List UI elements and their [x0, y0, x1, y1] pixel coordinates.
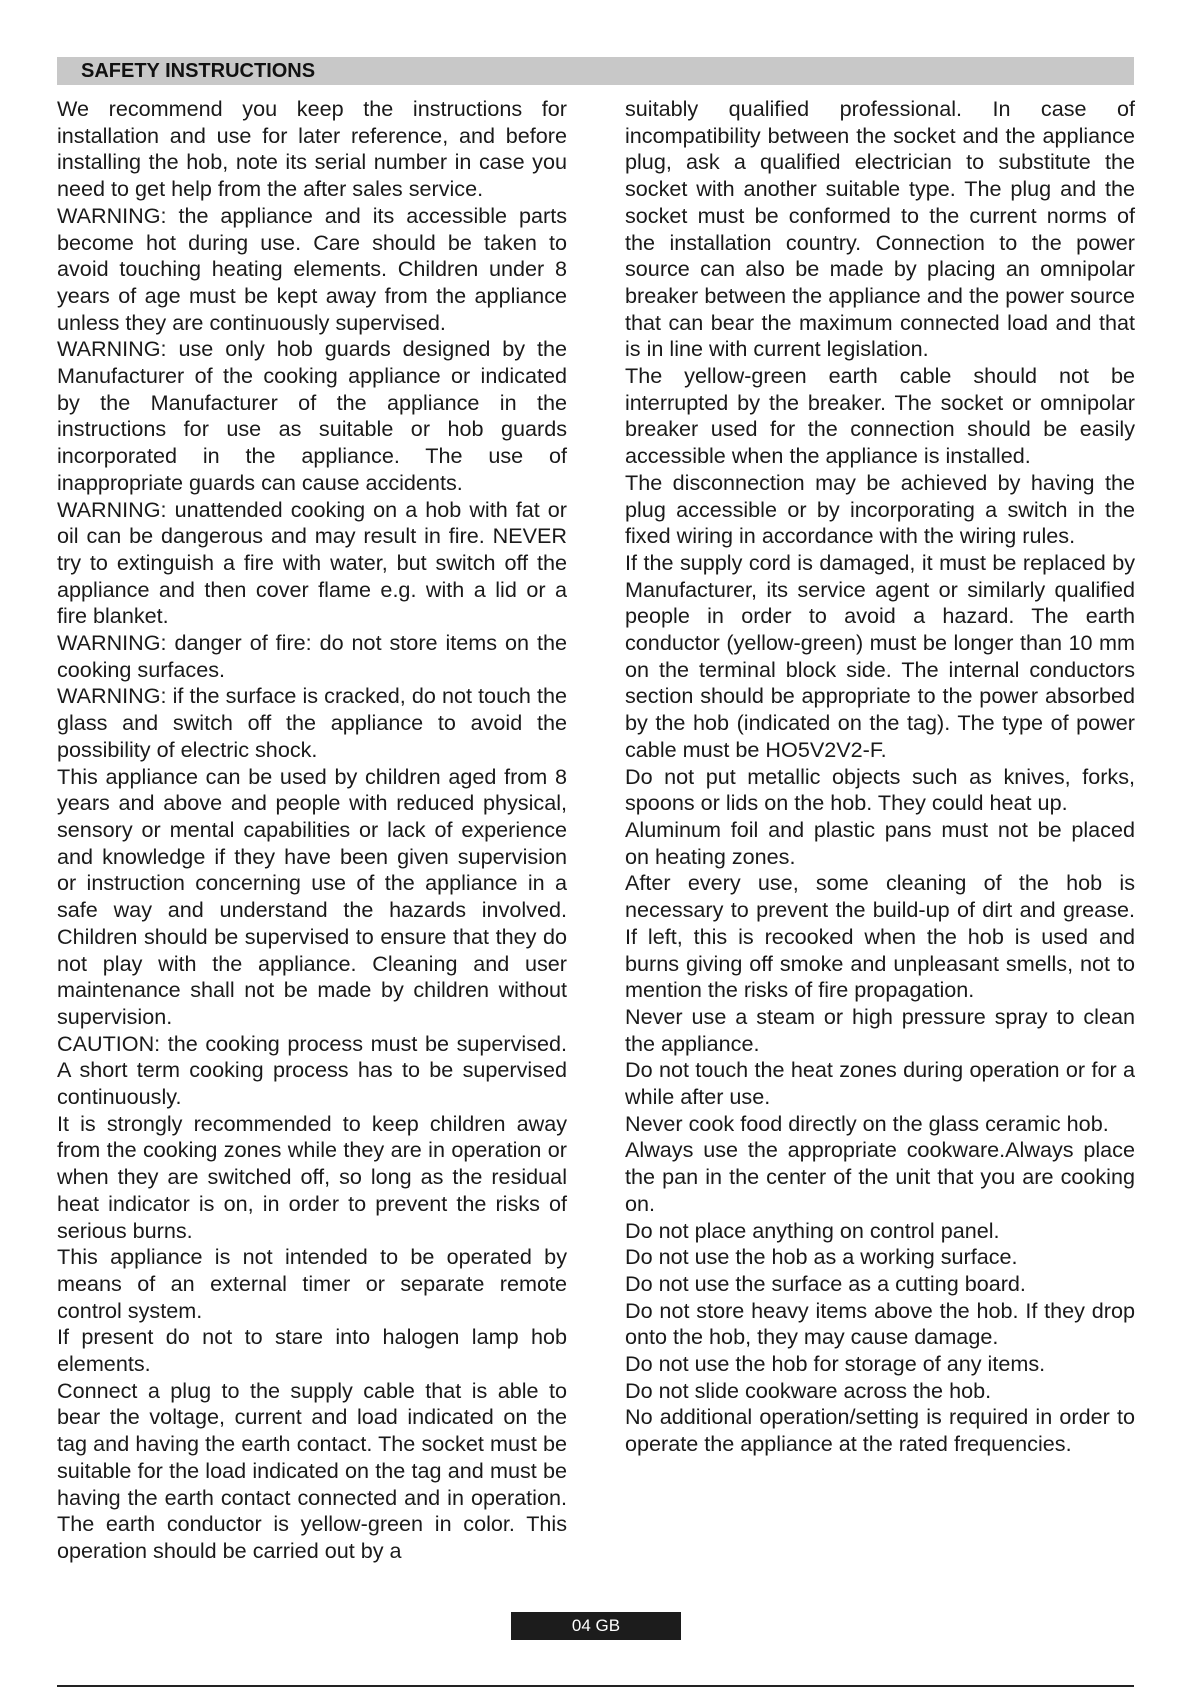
paragraph: After every use, some cleaning of the hob is necessary to prevent the build-up of dirt and grease. If left, this is recooked when the hob is used and burns giving off smoke and unpleasant smells, not to mention the risks of fire propagation. — [625, 870, 1135, 1003]
paragraph: Do not use the surface as a cutting board. — [625, 1270, 1026, 1296]
paragraph: Connect a plug to the supply cable that is able to bear the voltage, current and load indicated on the tag and having the earth contact. The socket must be suitable for the load indicated on the tag and must be having the earth contact connected and in operation. The earth conductor is yellow-green in color. This operation should be carried out by a — [57, 1377, 567, 1563]
right-text-column — [625, 96, 1135, 1458]
paragraph: Aluminum foil and plastic pans must not be placed on heating zones. — [625, 816, 1135, 869]
paragraph: If present do not to stare into halogen lamp hob elements. — [57, 1324, 567, 1377]
paragraph: Do not slide cookware across the hob. — [625, 1377, 992, 1403]
paragraph: Always use the appropriate cookware.Always place the pan in the center of the unit that you are cooking on. — [625, 1137, 1135, 1216]
paragraph: Do not touch the heat zones during operation or for a while after use. — [625, 1057, 1135, 1110]
paragraph: The yellow-green earth cable should not be interrupted by the breaker. The socket or omnipolar breaker used for the connection should be easily accessible when the appliance is installed. — [625, 363, 1135, 469]
paragraph: This appliance can be used by children aged from 8 years and above and people with reduced physical, sensory or mental capabilities or lack of experience and knowledge if they have been given supervision or instruction concerning use of the appliance in a safe way and understand the hazards involved. Children should be supervised to ensure that they do not play with the appliance. Cleaning and user maintenance shall not be made by children without supervision. — [57, 763, 567, 1029]
paragraph: Do not use the hob as a working surface. — [625, 1244, 1018, 1270]
section-title: SAFETY INSTRUCTIONS — [81, 60, 316, 82]
paragraph: No additional operation/setting is required in order to operate the appliance at the rated frequencies. — [625, 1404, 1135, 1457]
paragraph: Do not place anything on control panel. — [625, 1217, 1000, 1243]
paragraph: WARNING: if the surface is cracked, do not touch the glass and switch off the appliance to avoid the possibility of electric shock. — [57, 683, 567, 762]
paragraph: If the supply cord is damaged, it must be replaced by Manufacturer, its service agent or similarly qualified people in order to avoid a hazard. The earth conductor (yellow-green) must be longer than 10 mm on the terminal block side. The internal conductors section should be appropriate to the power absorbed by the hob (indicated on the tag). The type of power cable must be HO5V2V2-F. — [625, 549, 1135, 762]
paragraph: Do not put metallic objects such as knives, forks, spoons or lids on the hob. They could heat up. — [625, 763, 1135, 816]
paragraph: We recommend you keep the instructions for installation and use for later reference, and before installing the hob, note its serial number in case you need to get help from the after sales service. — [57, 96, 567, 202]
paragraph: The disconnection may be achieved by having the plug accessible or by incorporating a switch in the fixed wiring in accordance with the wiring rules. — [625, 469, 1135, 549]
paragraph: CAUTION: the cooking process must be supervised. A short term cooking process has to be supervised continuously. — [57, 1030, 567, 1110]
paragraph: WARNING: danger of fire: do not store items on the cooking surfaces. — [57, 630, 567, 682]
paragraph: Do not store heavy items above the hob. If they drop onto the hob, they may cause damage. — [625, 1297, 1135, 1350]
paragraph: Never use a steam or high pressure spray to clean the appliance. — [625, 1003, 1135, 1056]
left-text-column — [57, 96, 567, 1565]
section-header-bar — [57, 57, 1134, 85]
paragraph: WARNING: use only hob guards designed by the Manufacturer of the cooking appliance or indicated by the Manufacturer of the appliance in the instructions for use as suitable or hob guards incorporated in the appliance. The use of inappropriate guards can cause accidents. — [57, 336, 567, 495]
paragraph: This appliance is not intended to be operated by means of an external timer or separate remote control system. — [57, 1244, 567, 1323]
page-number-badge: 04 GB — [511, 1612, 681, 1640]
paragraph: suitably qualified professional. In case of incompatibility between the socket and the appliance plug, ask a qualified electrician to substitute the socket with another suitable type. The plug and the socket must be conformed to the current norms of the installation country. Connection to the power source can also be made by placing an omnipolar breaker between the appliance and the power source that can bear the maximum connected load and that is in line with current legislation. — [625, 96, 1135, 362]
paragraph: WARNING: the appliance and its accessible parts become hot during use. Care should be taken to avoid touching heating elements. Children under 8 years of age must be kept away from the appliance unless they are continuously supervised. — [57, 202, 567, 335]
paragraph: It is strongly recommended to keep children away from the cooking zones while they are in operation or when they are switched off, so long as the residual heat indicator is on, in order to prevent the risks of serious burns. — [57, 1110, 567, 1243]
paragraph: WARNING: unattended cooking on a hob with fat or oil can be dangerous and may result in fire. NEVER try to extinguish a fire with water, but switch off the appliance and then cover flame e.g. with a lid or a fire blanket. — [57, 496, 567, 629]
paragraph: Never cook food directly on the glass ceramic hob. — [625, 1110, 1109, 1136]
paragraph: Do not use the hob for storage of any items. — [625, 1351, 1046, 1377]
